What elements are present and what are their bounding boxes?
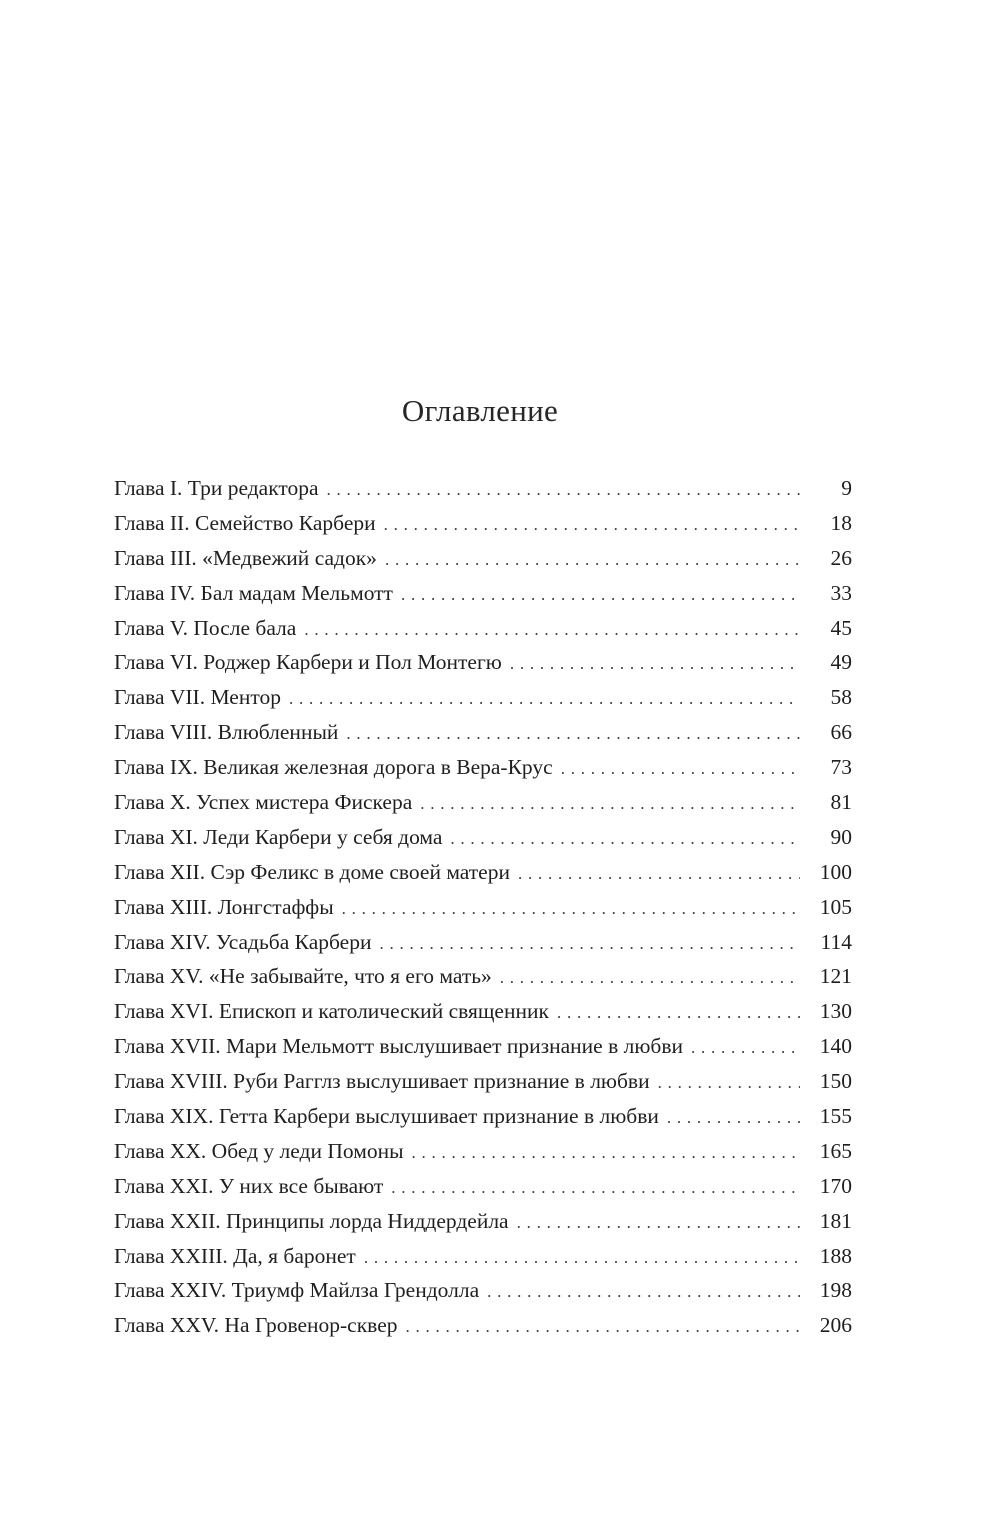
- dot-leader: [691, 1031, 800, 1066]
- toc-entry-page: 181: [819, 1208, 852, 1233]
- toc-entry-page: 206: [819, 1313, 852, 1338]
- dot-leader: [327, 473, 800, 508]
- toc-entry-page: 90: [830, 824, 852, 849]
- toc-entry-page: 33: [830, 580, 852, 605]
- toc-entry-label: Глава XXV. На Гровенор-сквер: [114, 1313, 398, 1338]
- toc-entry-page: 58: [830, 685, 852, 710]
- toc-entry-page: 45: [830, 615, 852, 640]
- toc-entry[interactable]: [114, 855, 852, 890]
- dot-leader: [342, 892, 800, 927]
- toc-entry[interactable]: [114, 1308, 852, 1343]
- toc-entry[interactable]: [114, 785, 852, 820]
- toc-entry-label: Глава V. После бала: [114, 615, 297, 640]
- toc-entry-page: 155: [819, 1104, 852, 1129]
- toc-entry-label: Глава IX. Великая железная дорога в Вера-Крус: [114, 755, 553, 780]
- dot-leader: [510, 647, 800, 682]
- toc-entry-label: Глава VI. Роджер Карбери и Пол Монтегю: [114, 650, 502, 675]
- toc-entry-page: 18: [830, 510, 852, 535]
- toc-entry-label: Глава III. «Медвежий садок»: [114, 545, 377, 570]
- toc-entry[interactable]: [114, 820, 852, 855]
- toc-entry-page: 9: [841, 476, 852, 500]
- toc-entry-label: Глава XXIII. Да, я баронет: [114, 1243, 356, 1268]
- toc-entry[interactable]: [114, 680, 852, 715]
- toc-entry[interactable]: [114, 1273, 852, 1308]
- toc-entry[interactable]: [114, 576, 852, 611]
- toc-entry[interactable]: [114, 1134, 852, 1169]
- toc-entry[interactable]: [114, 890, 852, 925]
- page-title: Оглавление: [401, 393, 559, 428]
- toc-entry-label: Глава XX. Обед у леди Помоны: [114, 1138, 404, 1163]
- toc-entry-page: 66: [830, 720, 852, 745]
- toc-entry[interactable]: [114, 1064, 852, 1099]
- toc-entry-label: Глава VIII. Влюбленный: [114, 720, 339, 745]
- toc-entry[interactable]: [114, 471, 852, 506]
- toc-entry-page: 140: [819, 1034, 852, 1059]
- dot-leader: [500, 961, 800, 996]
- dot-leader: [289, 682, 800, 717]
- toc-entry-label: Глава II. Семейство Карбери: [114, 510, 376, 535]
- toc-entry-label: Глава X. Успех мистера Фискера: [114, 790, 413, 815]
- toc-entry[interactable]: [114, 715, 852, 750]
- toc-entry-page: 150: [819, 1069, 852, 1094]
- dot-leader: [401, 578, 800, 613]
- toc-entry[interactable]: [114, 1029, 852, 1064]
- toc-entry-label: Глава XIV. Усадьба Карбери: [114, 929, 372, 954]
- toc-entry[interactable]: [114, 645, 852, 680]
- toc-entry-label: Глава XXI. У них все бывают: [114, 1173, 384, 1198]
- toc-entry-label: Глава XVI. Епископ и католический священник: [114, 999, 549, 1024]
- toc-entry-page: 114: [820, 929, 852, 954]
- toc-entry-page: 73: [830, 755, 852, 780]
- toc-entry[interactable]: [114, 994, 852, 1029]
- dot-leader: [557, 996, 800, 1031]
- dot-leader: [561, 752, 800, 787]
- toc-entry-label: Глава XI. Леди Карбери у себя дома: [114, 824, 443, 849]
- toc-entry-label: Глава XXIV. Триумф Майлза Грендолла: [114, 1278, 480, 1303]
- toc-entry[interactable]: [114, 541, 852, 576]
- toc-entry[interactable]: [114, 1169, 852, 1204]
- dot-leader: [517, 1206, 800, 1241]
- toc-entry[interactable]: [114, 750, 852, 785]
- dot-leader: [487, 1275, 800, 1310]
- toc-entry-label: Глава XIII. Лонгстаффы: [114, 894, 334, 919]
- toc-entry-label: Глава XVII. Мари Мельмотт выслушивает признание в любви: [114, 1034, 683, 1059]
- dot-leader: [406, 1310, 801, 1345]
- dot-leader: [346, 717, 800, 752]
- toc-entry-page: 165: [819, 1138, 852, 1163]
- dot-leader: [412, 1136, 800, 1171]
- dot-leader: [518, 857, 800, 892]
- toc-entry-page: 170: [819, 1173, 852, 1198]
- toc-entry-label: Глава XXII. Принципы лорда Ниддердейла: [114, 1208, 509, 1233]
- toc-entry-page: 49: [830, 650, 852, 675]
- dot-leader: [385, 543, 800, 578]
- toc-entry-page: 100: [819, 859, 852, 884]
- dot-leader: [450, 822, 800, 857]
- toc-entry-label: Глава IV. Бал мадам Мельмотт: [114, 580, 393, 605]
- toc-entry-page: 198: [819, 1278, 852, 1303]
- dot-leader: [658, 1066, 800, 1101]
- toc-entry[interactable]: [114, 925, 852, 960]
- toc-entry[interactable]: [114, 1204, 852, 1239]
- toc-entry-label: Глава I. Три редактора: [114, 476, 319, 500]
- toc-entry-label: Глава VII. Ментор: [114, 685, 281, 710]
- toc-entry-page: 121: [819, 964, 852, 989]
- toc-entry-page: 81: [830, 790, 852, 815]
- toc-entry-label: Глава XV. «Не забывайте, что я его мать»: [114, 964, 492, 989]
- toc-entry-label: Глава XIX. Гетта Карбери выслушивает признание в любви: [114, 1104, 659, 1129]
- toc-entry-page: 105: [819, 894, 852, 919]
- toc-entry-label: Глава XII. Сэр Феликс в доме своей матери: [114, 859, 510, 884]
- toc-entry-page: 188: [819, 1243, 852, 1268]
- dot-leader: [304, 613, 800, 648]
- dot-leader: [667, 1101, 800, 1136]
- table-of-contents: [114, 471, 852, 1343]
- toc-entry-label: Глава XVIII. Руби Рагглз выслушивает признание в любви: [114, 1069, 650, 1094]
- toc-entry[interactable]: [114, 959, 852, 994]
- dot-leader: [384, 508, 800, 543]
- dot-leader: [364, 1241, 800, 1276]
- dot-leader: [391, 1171, 800, 1206]
- toc-entry-page: 130: [819, 999, 852, 1024]
- toc-entry[interactable]: [114, 1099, 852, 1134]
- dot-leader: [379, 927, 800, 962]
- dot-leader: [420, 787, 800, 822]
- toc-entry[interactable]: [114, 611, 852, 646]
- toc-entry[interactable]: [114, 1239, 852, 1274]
- toc-entry-page: 26: [830, 545, 852, 570]
- toc-entry[interactable]: [114, 506, 852, 541]
